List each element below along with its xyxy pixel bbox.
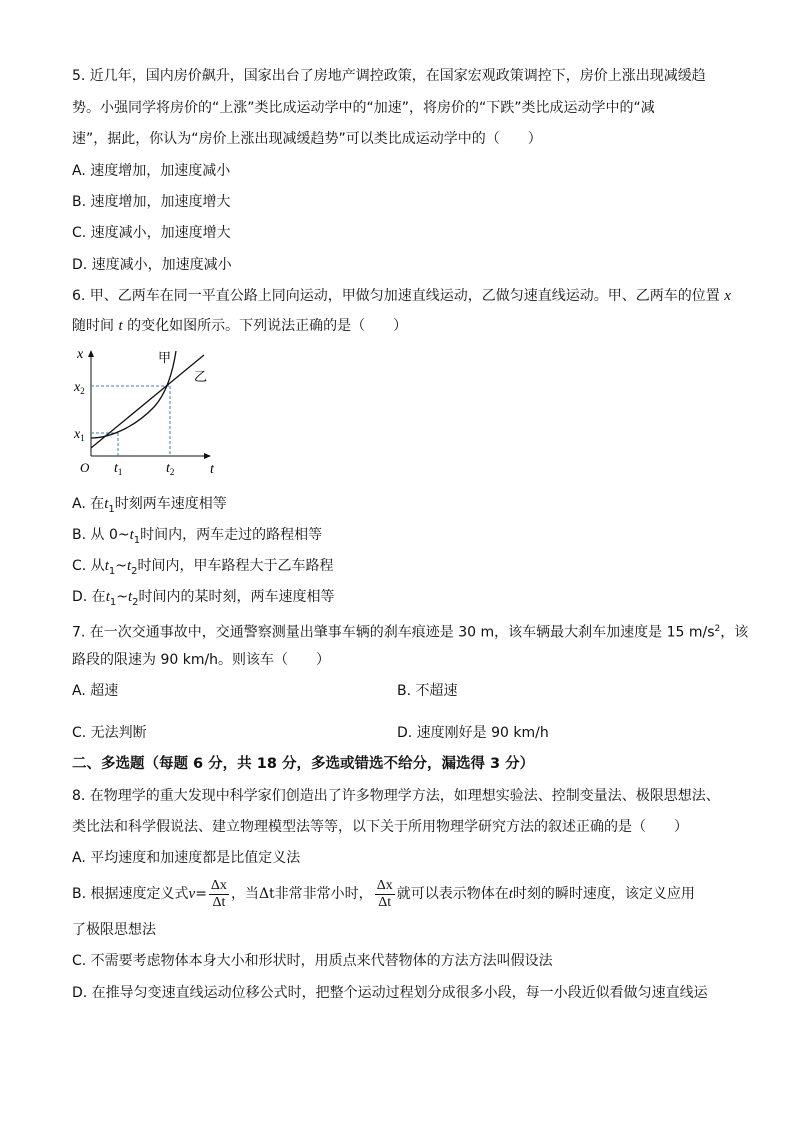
q8-option-d: D. 在推导匀变速直线运动位移公式时，把整个运动过程划分成很多小段，每一小段近似看做匀速直线运 [72,985,708,1001]
q7-option-b: B. 不超速 [397,683,458,699]
x1-label: $x_1$ [74,427,85,443]
q7-stem-line-1: 7. 在一次交通事故中，交通警察测量出肇事车辆的刹车痕迹是 30 m，该车辆最大刹车加速度是 15 $m/s^2$，该 [72,624,749,641]
x2-label: $x_2$ [74,380,85,396]
q5-option-b: B. 速度增加，加速度增大 [72,194,231,210]
q6-option-c: C. 从$t_1\sim t_2$时间内，甲车路程大于乙车路程 [72,558,334,577]
q7-stem-line-2: 路段的限速为 90 km/h。则该车（ ） [72,652,331,668]
q5-option-d: D. 速度减小，加速度减小 [72,257,232,273]
label-jia: 甲 [158,350,172,365]
q6-option-b: B. 从 $0\sim t_1$时间内，两车走过的路程相等 [72,527,323,546]
label-yi: 乙 [194,369,208,384]
x-axis-label: t [210,462,214,477]
q5-option-c: C. 速度减小，加速度增大 [72,225,231,241]
variable-x: x [724,288,731,304]
q5-stem-line-1: 5. 近几年，国内房价飙升，国家出台了房地产调控政策，在国家宏观政策调控下，房价上涨出现减缓趋 [72,68,706,84]
q7-option-c: C. 无法判断 [72,725,147,741]
q8-option-b-continued: 了极限思想法 [72,922,156,938]
q6-stem-text: 随时间 [72,318,114,334]
fraction-dx-dt: $\frac{\Delta x}{\Delta t}$ [210,877,227,910]
variable-t: t [118,318,123,334]
q8-stem-line-2: 类比法和科学假说法、建立物理模型法等等，以下关于所用物理学研究方法的叙述正确的是（ ） [72,819,688,835]
q8-option-a: A. 平均速度和加速度都是比值定义法 [72,850,301,866]
line-yi-uniform [91,355,204,448]
q5-option-a: A. 速度增加，加速度减小 [72,163,231,179]
q6-stem-line-2 [72,316,407,336]
q8-stem-line-1: 8. 在物理学的重大发现中科学家们创造出了许多物理学方法，如理想实验法、控制变量法、极限思想法、 [72,788,720,804]
q7-option-a: A. 超速 [72,683,119,699]
q5-stem-line-2: 势。小强同学将房价的“上涨”类比成运动学中的“加速”，将房价的“下跌”类比成运动学中的“减 [72,100,655,116]
q6-option-d: D. 在$t_1\sim t_2$时间内的某时刻，两车速度相等 [72,589,335,608]
fraction-dx-dt: $\frac{\Delta x}{\Delta t}$ [376,877,393,910]
section-heading-multiple-choice: 二、多选题（每题 6 分，共 18 分，多选或错选不给分，漏选得 3 分） [72,756,535,772]
t2-label: $t_2$ [166,461,175,477]
q5-stem-line-3: 速”，据此，你认为“房价上涨出现减缓趋势”可以类比成运动学中的（ ） [72,131,542,147]
position-time-graph [72,345,222,480]
t1-label: $t_1$ [114,461,123,477]
q6-option-a: A. 在$t_1$时刻两车速度相等 [72,496,227,515]
origin-label: O [80,460,90,475]
q6-stem-text: 6. 甲、乙两车在同一平直公路上同向运动，甲做匀加速直线运动，乙做匀速直线运动。甲、乙两车的位置 [72,288,720,304]
q8-option-c: C. 不需要考虑物体本身大小和形状时，用质点来代替物体的方法方法叫假设法 [72,953,553,969]
q6-stem-text: 的变化如图所示。下列说法正确的是（ ） [127,318,408,334]
y-axis-label: x [77,347,84,362]
q7-option-d: D. 速度刚好是 90 km/h [397,725,549,741]
q8-option-b: B. 根据速度定义式v= $\frac{\Delta x}{\Delta t}$ ，当Δt非常非常小时， $\frac{\Delta x}{\Delta t}$ 就可以表示物体在t时刻的瞬时速度，该定义应用 [72,877,695,910]
q6-stem-line-1 [72,286,731,306]
